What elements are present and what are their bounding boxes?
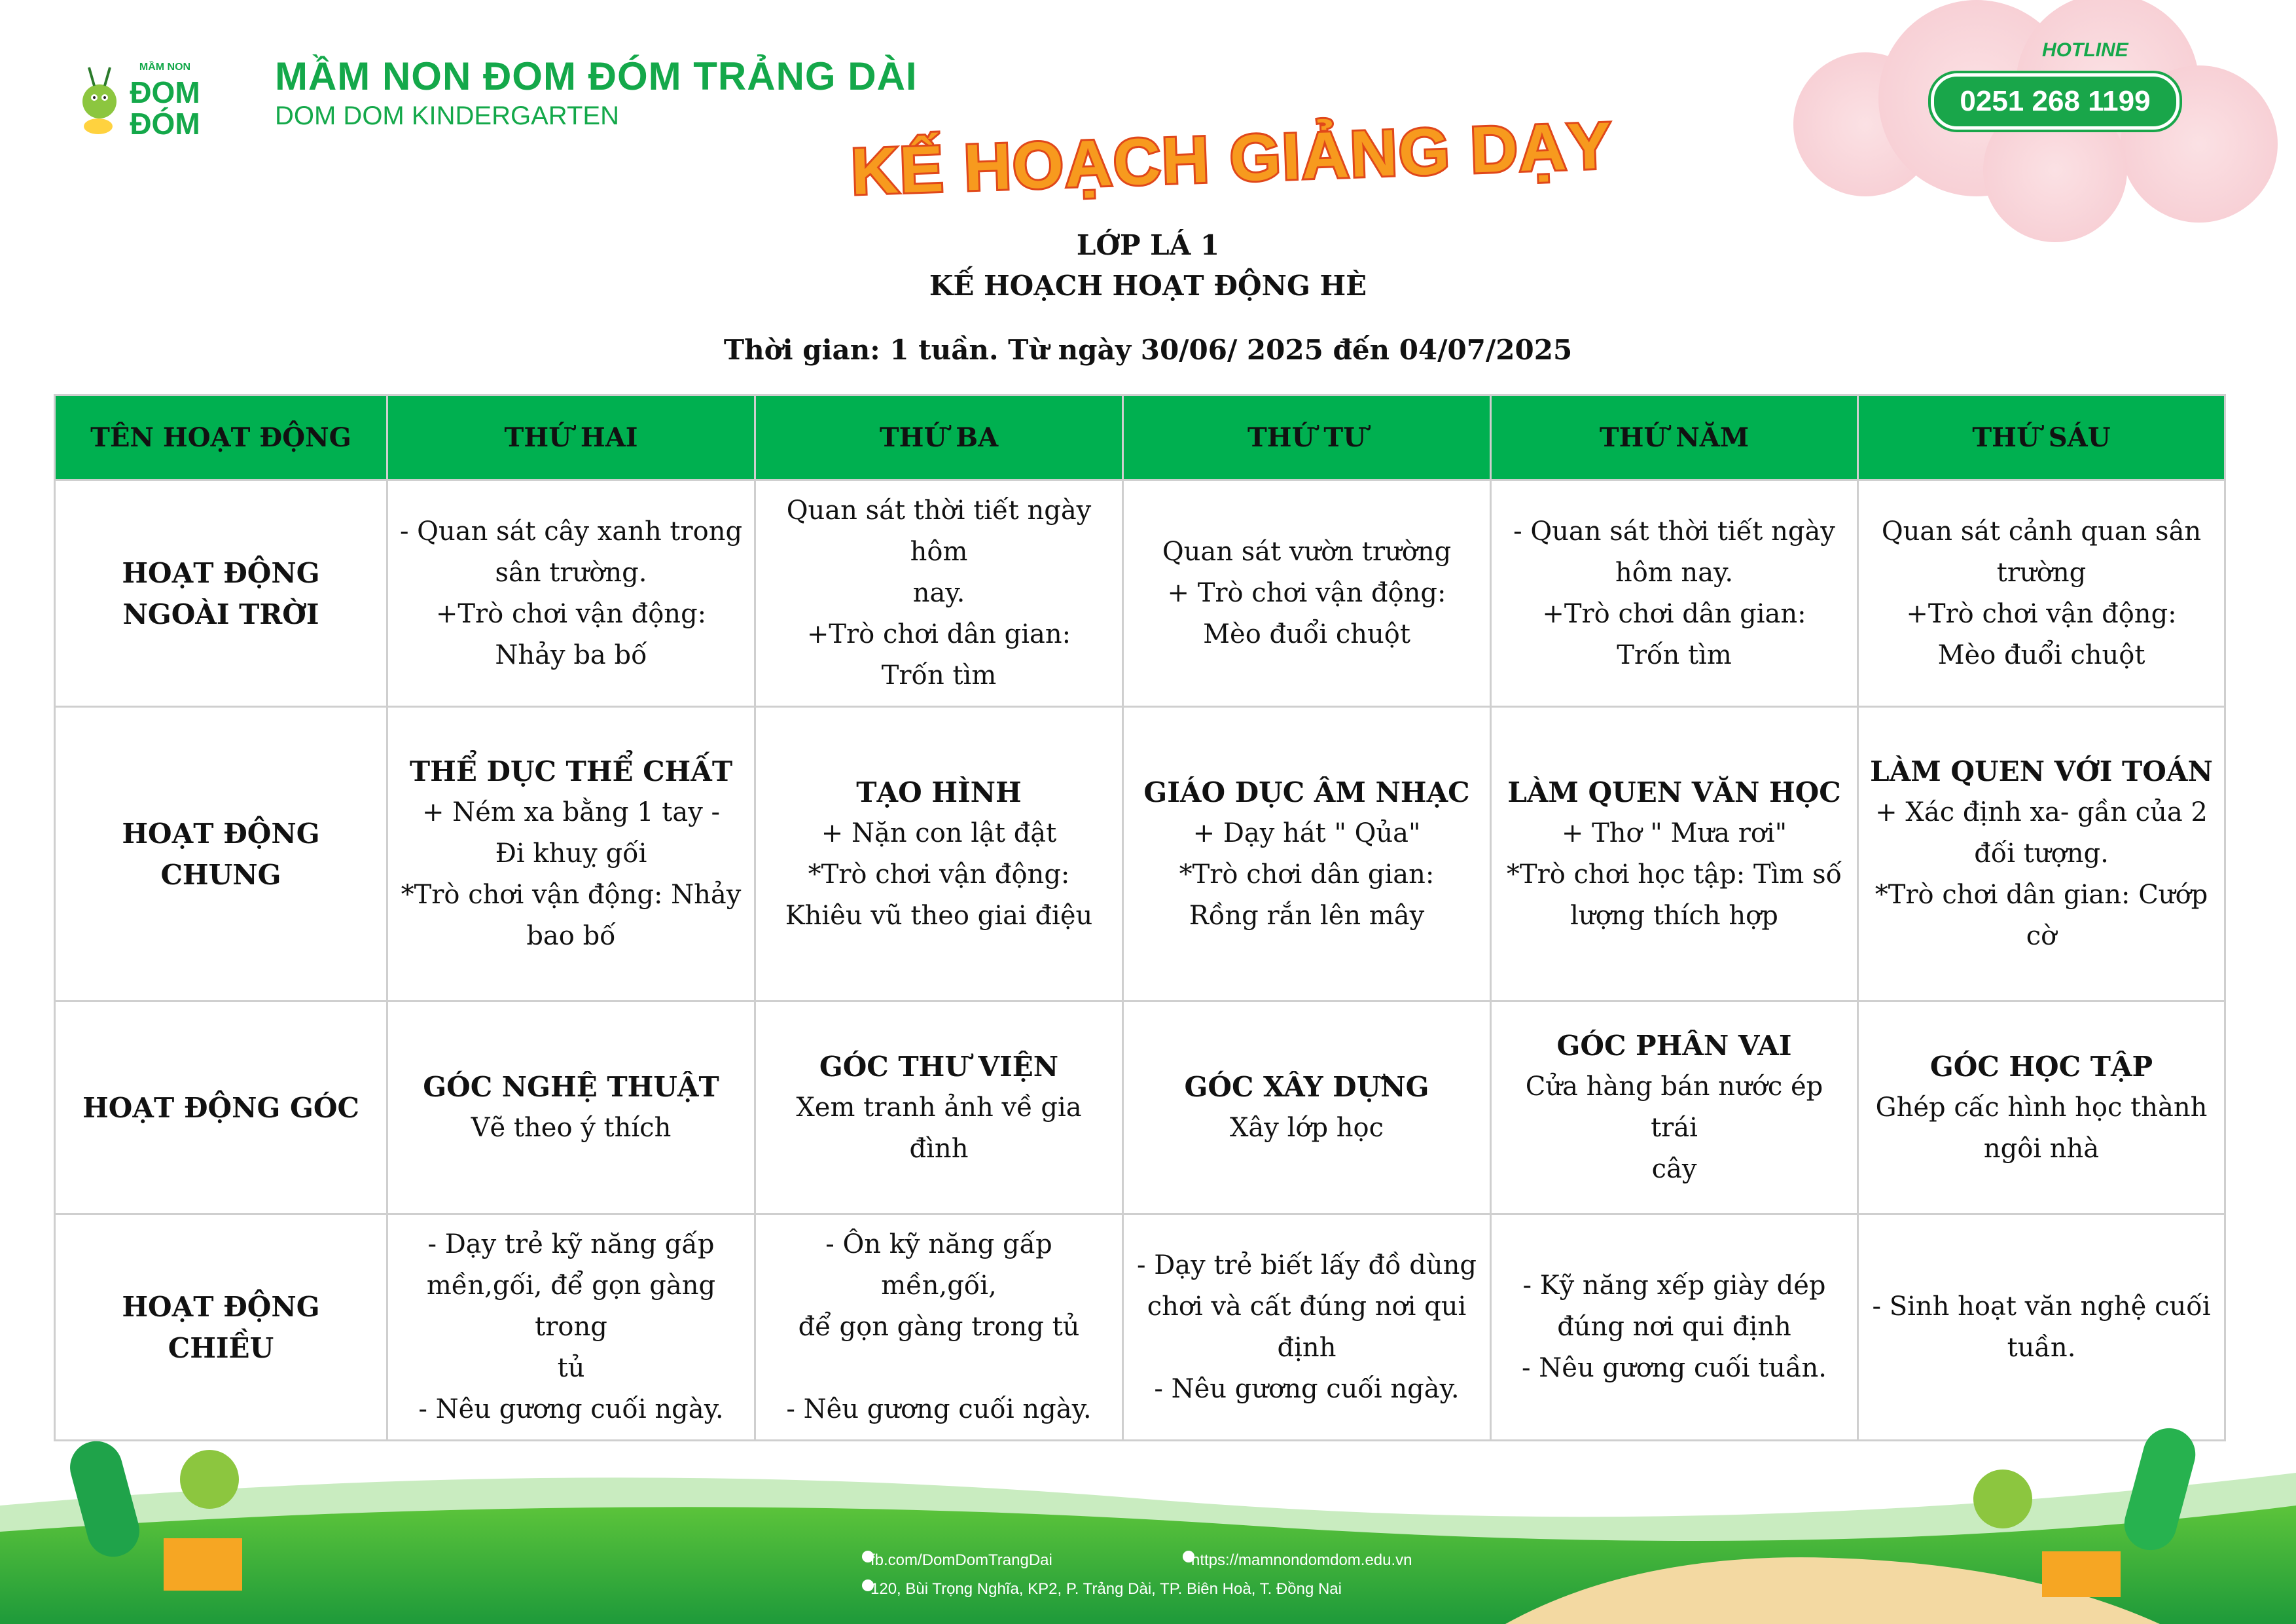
cell-subject: GÓC HỌC TẬP [1929, 1050, 2153, 1083]
plan-name: KẾ HOẠCH HOẠT ĐỘNG HÈ [929, 270, 1367, 302]
cell-subject: GIÁO DỤC ÂM NHẠC [1143, 776, 1470, 808]
cell-line: - Kỹ năng xếp giày dép [1522, 1271, 1826, 1301]
cell-wednesday [1123, 1214, 1491, 1441]
cell-line: - Nêu gương cuối ngày. [418, 1394, 724, 1424]
cell-line: - Dạy trẻ biết lấy đồ dùng [1137, 1250, 1477, 1280]
activity-name-cell [55, 1214, 387, 1441]
cell-line: tủ [557, 1353, 585, 1383]
cell-subject: LÀM QUEN VỚI TOÁN [1870, 755, 2213, 787]
cell-line: bao bố [526, 921, 616, 951]
cell-line: + Dạy hát " Qủa" [1193, 818, 1421, 848]
cell-monday [387, 1001, 755, 1214]
cell-subject: GÓC THƯ VIỆN [819, 1050, 1059, 1083]
cell-thursday [1491, 707, 1858, 1001]
table-row [55, 1001, 2225, 1214]
cell-line: Rồng rắn lên mây [1189, 900, 1425, 931]
cell-line: *Trò chơi học tập: Tìm số [1506, 859, 1842, 890]
cell-line: *Trò chơi vận động: Nhảy [401, 880, 742, 910]
cell-line: Quan sát vườn trường [1162, 537, 1452, 567]
cell-line: + Nặn con lật đật [821, 818, 1057, 848]
hotline-number[interactable]: 0251 268 1199 [1931, 73, 2179, 130]
table-row [55, 480, 2225, 707]
header-thursday: THỨ NĂM [1491, 395, 1858, 480]
activity-name-line: HOẠT ĐỘNG [122, 817, 320, 850]
cell-wednesday [1123, 1001, 1491, 1214]
cell-line: - Sinh hoạt văn nghệ cuối [1872, 1291, 2211, 1322]
cell-line: - Dạy trẻ kỹ năng gấp [427, 1229, 715, 1259]
cell-line: để gọn gàng trong tủ [798, 1312, 1080, 1342]
cell-line: +Trò chơi vận động: [435, 598, 707, 629]
cell-tuesday [755, 707, 1123, 1001]
time-range: Thời gian: 1 tuần. Từ ngày 30/06/ 2025 đến 04/07/2025 [723, 334, 1573, 366]
cell-line: + Ném xa bằng 1 tay - [422, 797, 721, 827]
cell-line: Mèo đuổi chuột [1937, 640, 2145, 670]
cell-line: lượng thích hợp [1570, 900, 1778, 931]
page-title: KẾ HOẠCH GIẢNG DẠY [850, 109, 1614, 209]
table-body [55, 480, 2225, 1441]
cell-line: Mèo đuổi chuột [1203, 619, 1410, 649]
cell-line: + Thơ " Mưa rơi" [1561, 818, 1787, 848]
cell-line: + Xác định xa- gần của 2 [1875, 797, 2208, 827]
school-logo [72, 56, 223, 141]
cell-line: nay. [912, 578, 965, 608]
activity-name-cell [55, 480, 387, 707]
hotline-label: HOTLINE [2042, 39, 2128, 61]
cell-line: +Trò chơi dân gian: [806, 619, 1071, 649]
cell-line: Nhảy ba bố [495, 640, 647, 670]
cell-line: Quan sát cảnh quan sân [1881, 516, 2202, 547]
cell-thursday [1491, 480, 1858, 707]
activity-name-line: NGOÀI TRỜI [122, 598, 319, 630]
cell-subject: GÓC NGHỆ THUẬT [423, 1071, 719, 1103]
cell-line: +Trò chơi vận động: [1906, 598, 2177, 629]
cell-friday [1858, 480, 2225, 707]
schedule-table [54, 394, 2226, 1441]
activity-name-line: HOẠT ĐỘNG GÓC [82, 1091, 359, 1124]
footer-facebook-link[interactable]: fb.com/DomDomTrangDai [870, 1551, 1052, 1569]
school-name: MẦM NON ĐOM ĐÓM TRẢNG DÀI [275, 54, 918, 98]
cell-line: Trốn tìm [1617, 640, 1732, 670]
logo-text-mid: ĐOM [130, 75, 200, 109]
header-monday: THỨ HAI [387, 395, 755, 480]
cell-friday [1858, 1001, 2225, 1214]
cell-subject: THỂ DỤC THỂ CHẤT [409, 755, 733, 787]
activity-name-line: HOẠT ĐỘNG CHIỀU [122, 1290, 320, 1364]
cell-tuesday [755, 1001, 1123, 1214]
cell-subject: GÓC PHÂN VAI [1556, 1030, 1792, 1062]
cell-tuesday [755, 1214, 1123, 1441]
cell-friday [1858, 707, 2225, 1001]
header-tuesday: THỨ BA [755, 395, 1123, 480]
cell-monday [387, 480, 755, 707]
activity-name-line: HOẠT ĐỘNG [122, 556, 320, 589]
cell-wednesday [1123, 480, 1491, 707]
cell-line: Vẽ theo ý thích [471, 1113, 672, 1143]
cell-subject: LÀM QUEN VĂN HỌC [1507, 776, 1841, 808]
cell-line: đúng nơi qui định [1557, 1312, 1791, 1342]
cell-line: cây [1651, 1154, 1697, 1184]
table-row [55, 707, 2225, 1001]
logo-text-top: MẦM NON [139, 62, 191, 73]
footer-website-link[interactable]: https://mamnondomdom.edu.vn [1191, 1551, 1412, 1569]
cell-line: - Ôn kỹ năng gấp mền,gối, [825, 1229, 1052, 1301]
cell-tuesday [755, 480, 1123, 707]
cell-line: sân trường. [495, 557, 647, 588]
cell-line: Khiêu vũ theo giai điệu [785, 900, 1093, 931]
table-row [55, 1214, 2225, 1441]
firefly-mascot-right [1973, 1470, 2032, 1528]
activity-name-cell [55, 707, 387, 1001]
cell-line: +Trò chơi dân gian: [1542, 598, 1806, 629]
cell-line: - Quan sát thời tiết ngày [1513, 516, 1835, 547]
cell-line: Quan sát thời tiết ngày hôm [786, 496, 1092, 567]
cell-thursday [1491, 1001, 1858, 1214]
cell-line: Ghép cấc hình học thành [1875, 1092, 2208, 1123]
cell-line: Xây lớp học [1229, 1113, 1384, 1143]
cell-line: Xem tranh ảnh về gia đình [796, 1092, 1082, 1164]
cell-line: - Nêu gương cuối ngày. [786, 1394, 1092, 1424]
cell-wednesday [1123, 707, 1491, 1001]
cell-line: *Trò chơi dân gian: Cướp [1874, 880, 2208, 910]
cell-line: - Nêu gương cuối ngày. [1154, 1373, 1460, 1404]
cell-line: *Trò chơi vận động: [808, 859, 1070, 890]
cell-line: + Trò chơi vận động: [1167, 578, 1446, 608]
cell-line: định [1277, 1332, 1336, 1363]
cell-subject: GÓC XÂY DỰNG [1184, 1071, 1429, 1103]
cell-line: Trốn tìm [881, 660, 997, 691]
cell-line [766, 1348, 1111, 1389]
footer-address: 120, Bùi Trọng Nghĩa, KP2, P. Trảng Dài, TP. Biên Hoà, T. Đồng Nai [870, 1580, 1342, 1598]
cell-line: *Trò chơi dân gian: [1179, 859, 1435, 890]
cell-line: đối tượng. [1974, 839, 2109, 869]
activity-name-line: CHUNG [160, 858, 281, 891]
cell-line: - Quan sát cây xanh trong [399, 516, 743, 547]
cell-line: chơi và cất đúng nơi qui [1147, 1291, 1467, 1322]
cell-line: Đi khuỵ gối [495, 839, 647, 869]
cell-monday [387, 707, 755, 1001]
cell-line: Cửa hàng bán nước ép trái [1525, 1072, 1823, 1143]
cell-line: cờ [2026, 921, 2057, 951]
cell-friday [1858, 1214, 2225, 1441]
activity-name-cell [55, 1001, 387, 1214]
cell-thursday [1491, 1214, 1858, 1441]
cell-subject: TẠO HÌNH [856, 776, 1022, 808]
cell-monday [387, 1214, 755, 1441]
school-subtitle: DOM DOM KINDERGARTEN [275, 101, 619, 130]
cell-line: - Nêu gương cuối tuần. [1522, 1353, 1827, 1383]
class-name: LỚP LÁ 1 [1076, 229, 1220, 261]
header-wednesday: THỨ TƯ [1123, 395, 1491, 480]
header-activity-name: TÊN HOẠT ĐỘNG [55, 395, 387, 480]
firefly-mascot-left [180, 1450, 239, 1509]
header-friday: THỨ SÁU [1858, 395, 2225, 480]
logo-firefly-body [82, 84, 117, 118]
cell-line: hôm nay. [1615, 557, 1734, 588]
table-header-row [55, 395, 2225, 480]
logo-text-bot: ĐÓM [130, 107, 200, 141]
cell-line: trường [1996, 557, 2087, 588]
cell-line: ngôi nhà [1983, 1133, 2100, 1164]
cell-line: tuần. [2007, 1332, 2076, 1363]
cell-line: mền,gối, để gọn gàng trong [426, 1271, 716, 1342]
